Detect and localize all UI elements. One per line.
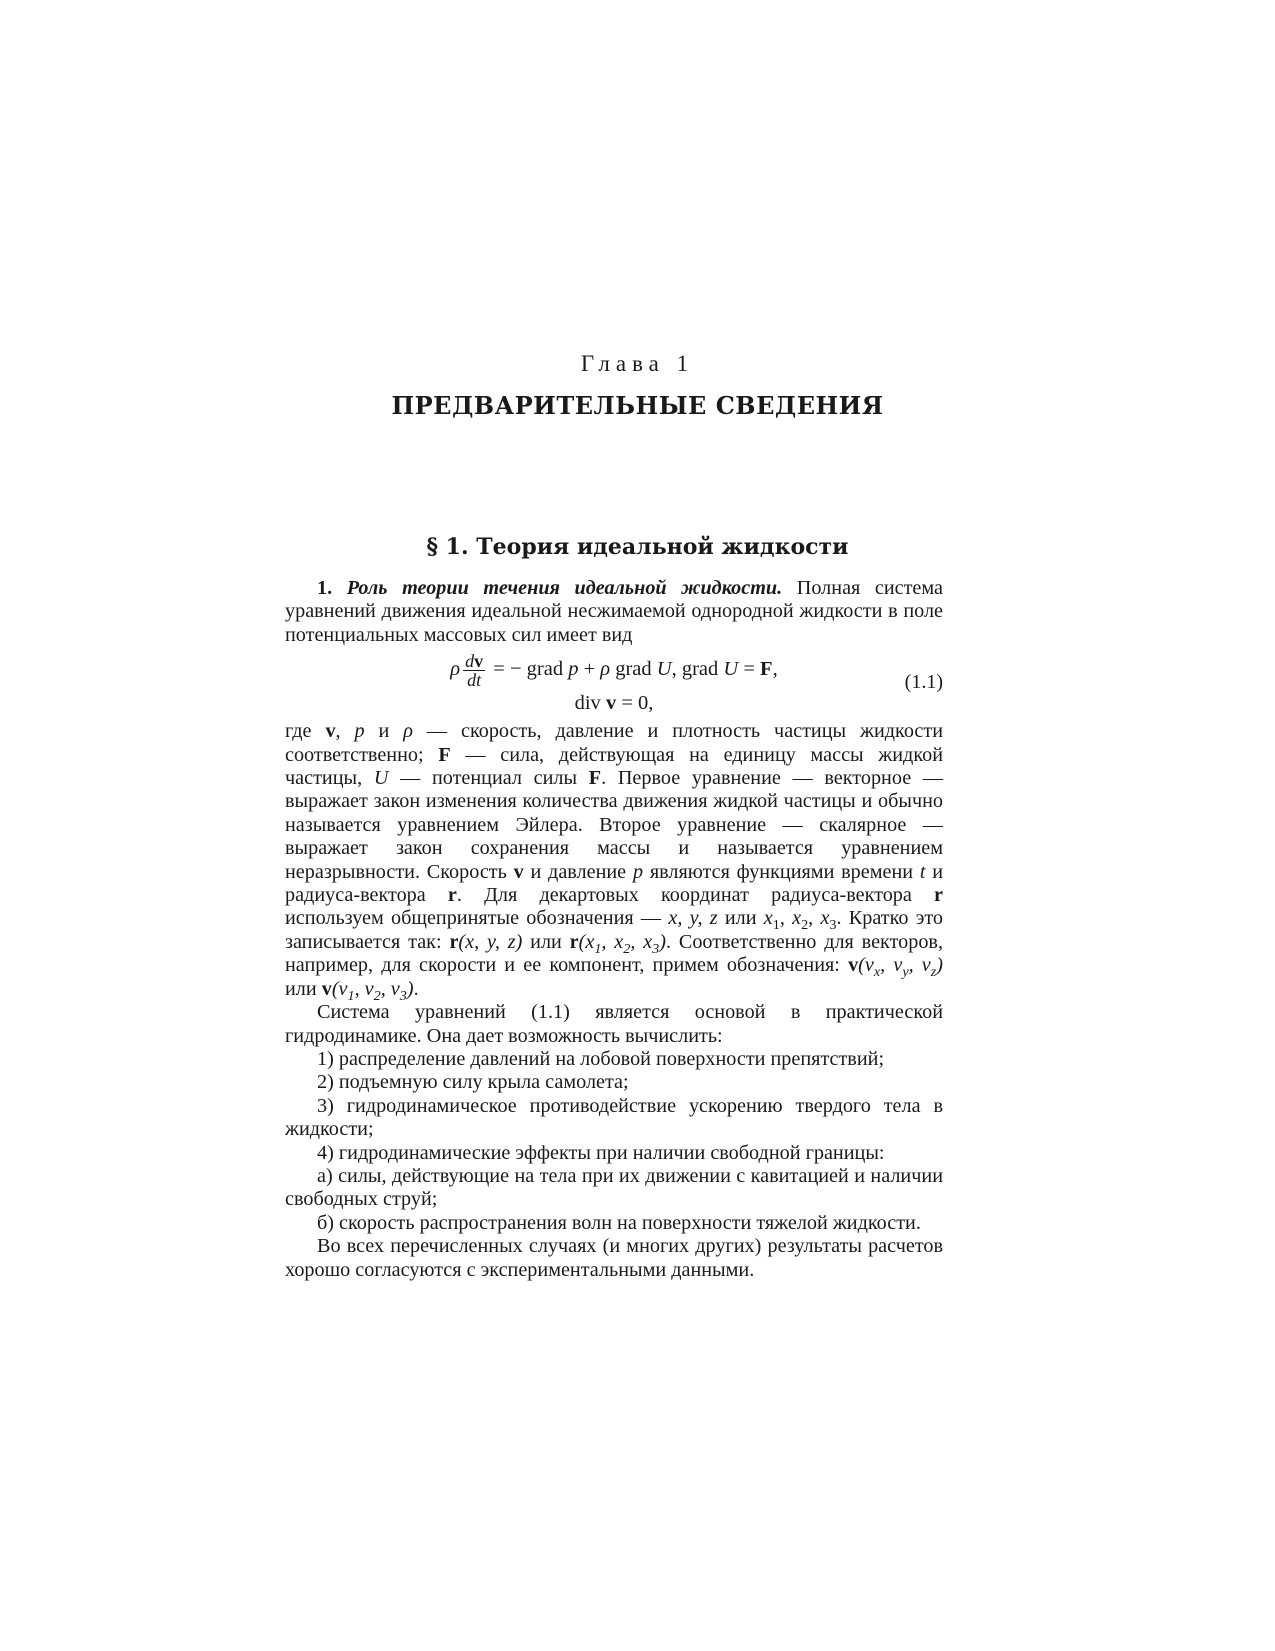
paragraph-2: Система уравнений (1.1) является основой в практической гидродинамике. Она дает возможность вычислить: <box>285 1001 943 1047</box>
equation-line-1: ρ $\frac{dv}{dt}$ = − grad p + ρ grad U, grad U = F, <box>450 651 778 691</box>
list-item: 1) распределение давлений на лобовой поверхности препятствий; <box>317 1047 885 1070</box>
paragraph-heading: Роль теории течения идеальной жидкости. <box>346 577 783 599</box>
chapter-label: Глава 1 <box>580 351 695 376</box>
paragraph-3: Во всех перечисленных случаях (и многих других) результаты расчетов хорошо согласуются с экспериментальными данными. <box>285 1235 943 1281</box>
equation-number: (1.1) <box>904 671 943 694</box>
paragraph-1-text: Полная система уравнений движения идеальной несжимаемой однородной жидкости в поле потенциальных массовых сил имеет вид <box>285 577 943 646</box>
paragraph-definitions: где v, p и ρ — скорость, давление и плотность частицы жидкости соответственно; F — сила, действующая на единицу массы жидкой частицы, U — потенциал силы F. Первое уравнение — векторное — выражает закон изменения количества движения жидкой частицы и обычно называется уравнением Эйлера. Второе уравнение — скалярное — выражает закон сохранения массы и называется уравнением неразрывности. Скорость v и давление p являются функциями времени t и радиуса-вектора r. Для декартовых координат радиуса-вектора r используем общепринятые обозначения — x, y, z или $x_1$, $x_2$, $x_3$. Кратко это записывается так: r(x, y, z) или $r(x_1$, $x_2$, $x_3$). Соответственно для векторов, например, для скорости и ее компонент, примем обозначения: $v(v_x$, $v_y$, $v_z$) или $v(v_1$, $v_2$, $v_3$). <box>285 720 944 1004</box>
body-text <box>285 577 943 1282</box>
equation-line-2: div v = 0, <box>574 692 654 715</box>
list-item: б) скорость распространения волн на поверхности тяжелой жидкости. <box>317 1211 921 1234</box>
chapter-title: ПРЕДВАРИТЕЛЬНЫЕ СВЕДЕНИЯ <box>391 391 884 420</box>
list-item: 2) подъемную силу крыла самолета; <box>317 1071 629 1094</box>
list-item: 4) гидродинамические эффекты при наличии свободной границы: <box>317 1141 885 1164</box>
section-title: § 1. Теория идеальной жидкости <box>426 534 849 560</box>
fraction-dv-dt: $\frac{dv}{dt}$ <box>465 651 484 691</box>
equation-1-1 <box>285 650 943 718</box>
list-item: а) силы, действующие на тела при их движении с кавитацией и наличии свободных струй; <box>285 1164 943 1211</box>
paragraph-number: 1. <box>317 577 333 599</box>
list-item: 3) гидродинамическое противодействие ускорению твердого тела в жидкости; <box>285 1094 943 1141</box>
paragraph-1 <box>285 577 943 647</box>
